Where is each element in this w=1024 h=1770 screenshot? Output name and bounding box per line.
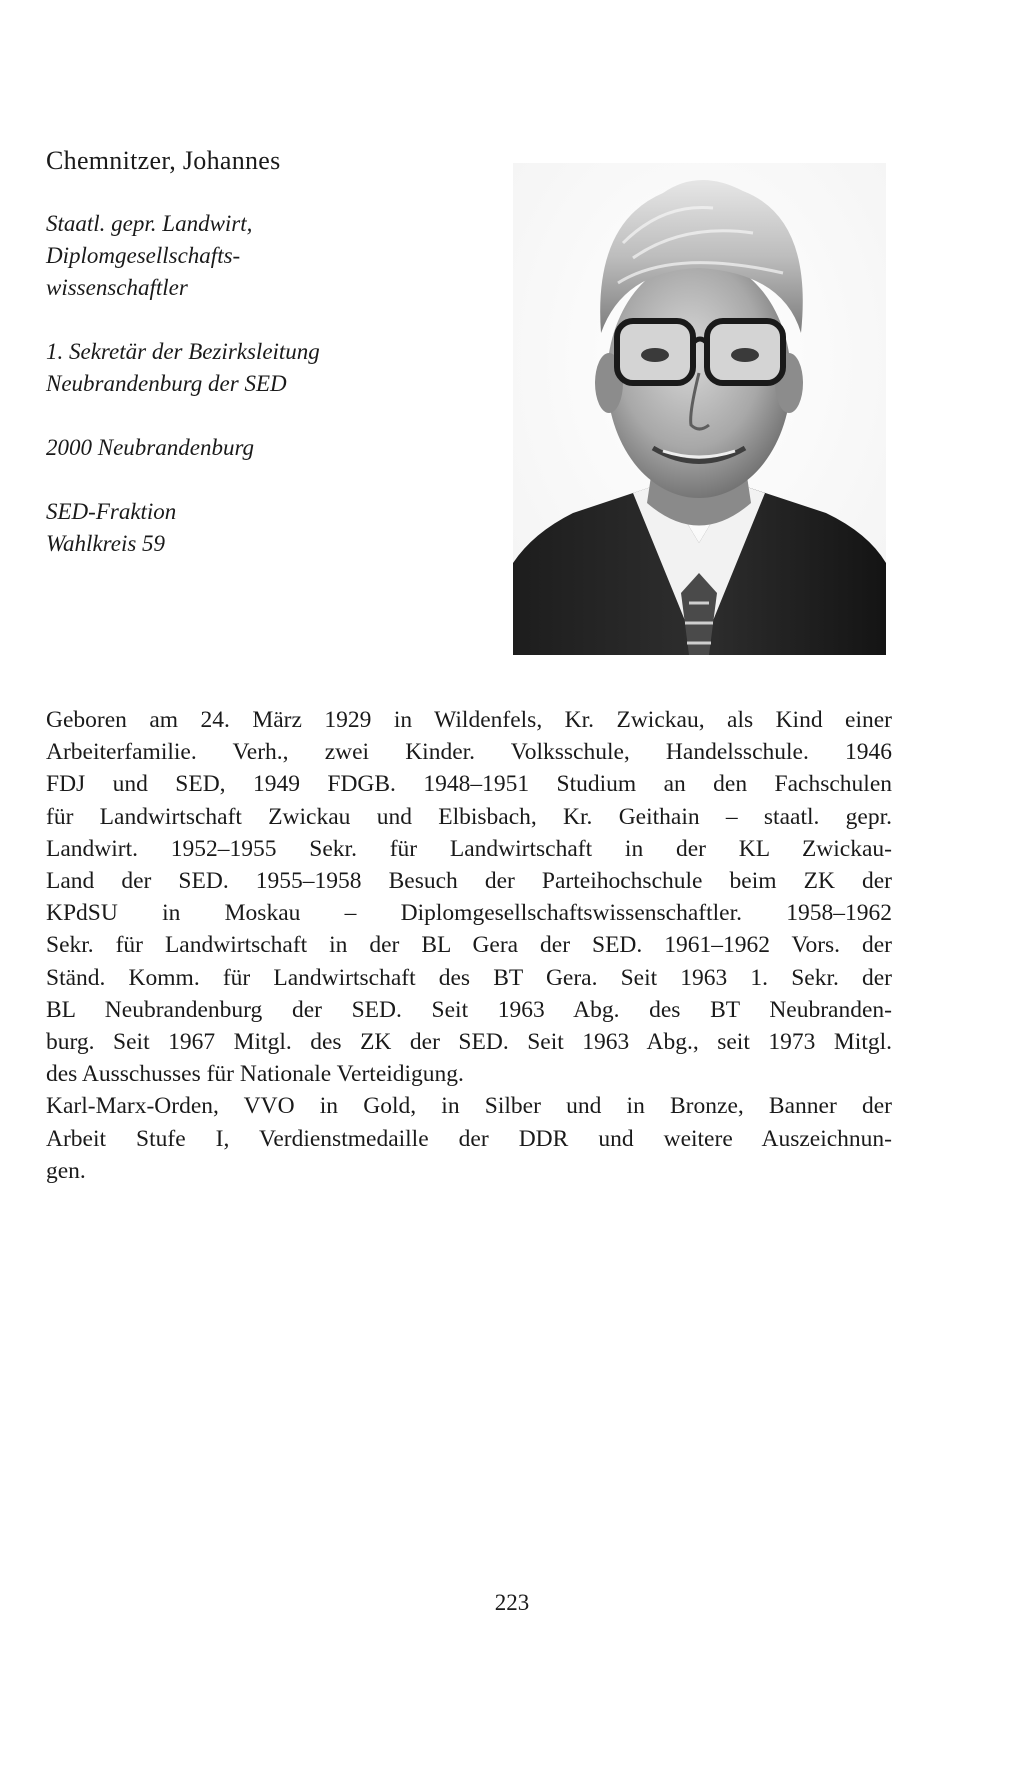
page-number: 223	[494, 1590, 530, 1615]
faction-line: SED-Fraktion	[46, 499, 177, 524]
biography-line: Ständ. Komm. für Landwirtschaft des BT Gera. Seit 1963 1. Sekr. der	[46, 964, 892, 991]
profession-line: Staatl. gepr. Landwirt,	[46, 211, 253, 236]
faction	[46, 496, 476, 560]
position-line: Neubrandenburg der SED	[46, 371, 287, 396]
biography-line: Karl-Marx-Orden, VVO in Gold, in Silber und in Bronze, Banner der	[46, 1093, 892, 1120]
position-line: 1. Sekretär der Bezirksleitung	[46, 339, 320, 364]
biography-line: Land der SED. 1955–1958 Besuch der Parteihochschule beim ZK der	[46, 868, 892, 895]
biography-line: Arbeiterfamilie. Verh., zwei Kinder. Volksschule, Handelsschule. 1946	[46, 739, 892, 766]
profession-line: wissenschaftler	[46, 275, 188, 300]
biography-line: BL Neubrandenburg der SED. Seit 1963 Abg. des BT Neubranden-	[46, 996, 892, 1023]
biography-text	[46, 704, 892, 1187]
biography-line: für Landwirtschaft Zwickau und Elbisbach, Kr. Geithain – staatl. gepr.	[46, 803, 892, 830]
biography-line: KPdSU in Moskau – Diplomgesellschaftswissenschaftler. 1958–1962	[46, 900, 892, 927]
person-info	[46, 208, 476, 592]
address	[46, 432, 476, 464]
biography-line: burg. Seit 1967 Mitgl. des ZK der SED. Seit 1963 Abg., seit 1973 Mitgl.	[46, 1029, 892, 1056]
biography-line: FDJ und SED, 1949 FDGB. 1948–1951 Studium an den Fachschulen	[46, 771, 892, 798]
biography-line: des Ausschusses für Nationale Verteidigung.	[46, 1061, 464, 1088]
person-name: Chemnitzer, Johannes	[46, 146, 281, 175]
portrait-photo	[513, 163, 886, 655]
profession	[46, 208, 476, 304]
biography-line: Arbeit Stufe I, Verdienstmedaille der DDR und weitere Auszeichnun-	[46, 1125, 892, 1152]
faction-line: Wahlkreis 59	[46, 531, 166, 556]
address-line: 2000 Neubrandenburg	[46, 435, 255, 460]
biography-line: Sekr. für Landwirtschaft in der BL Gera der SED. 1961–1962 Vors. der	[46, 932, 892, 959]
biography-line: Geboren am 24. März 1929 in Wildenfels, Kr. Zwickau, als Kind einer	[46, 707, 892, 733]
position	[46, 336, 476, 400]
profession-line: Diplomgesellschafts-	[46, 243, 241, 268]
biography-line: gen.	[46, 1157, 86, 1184]
biography-line: Landwirt. 1952–1955 Sekr. für Landwirtschaft in der KL Zwickau-	[46, 835, 892, 862]
